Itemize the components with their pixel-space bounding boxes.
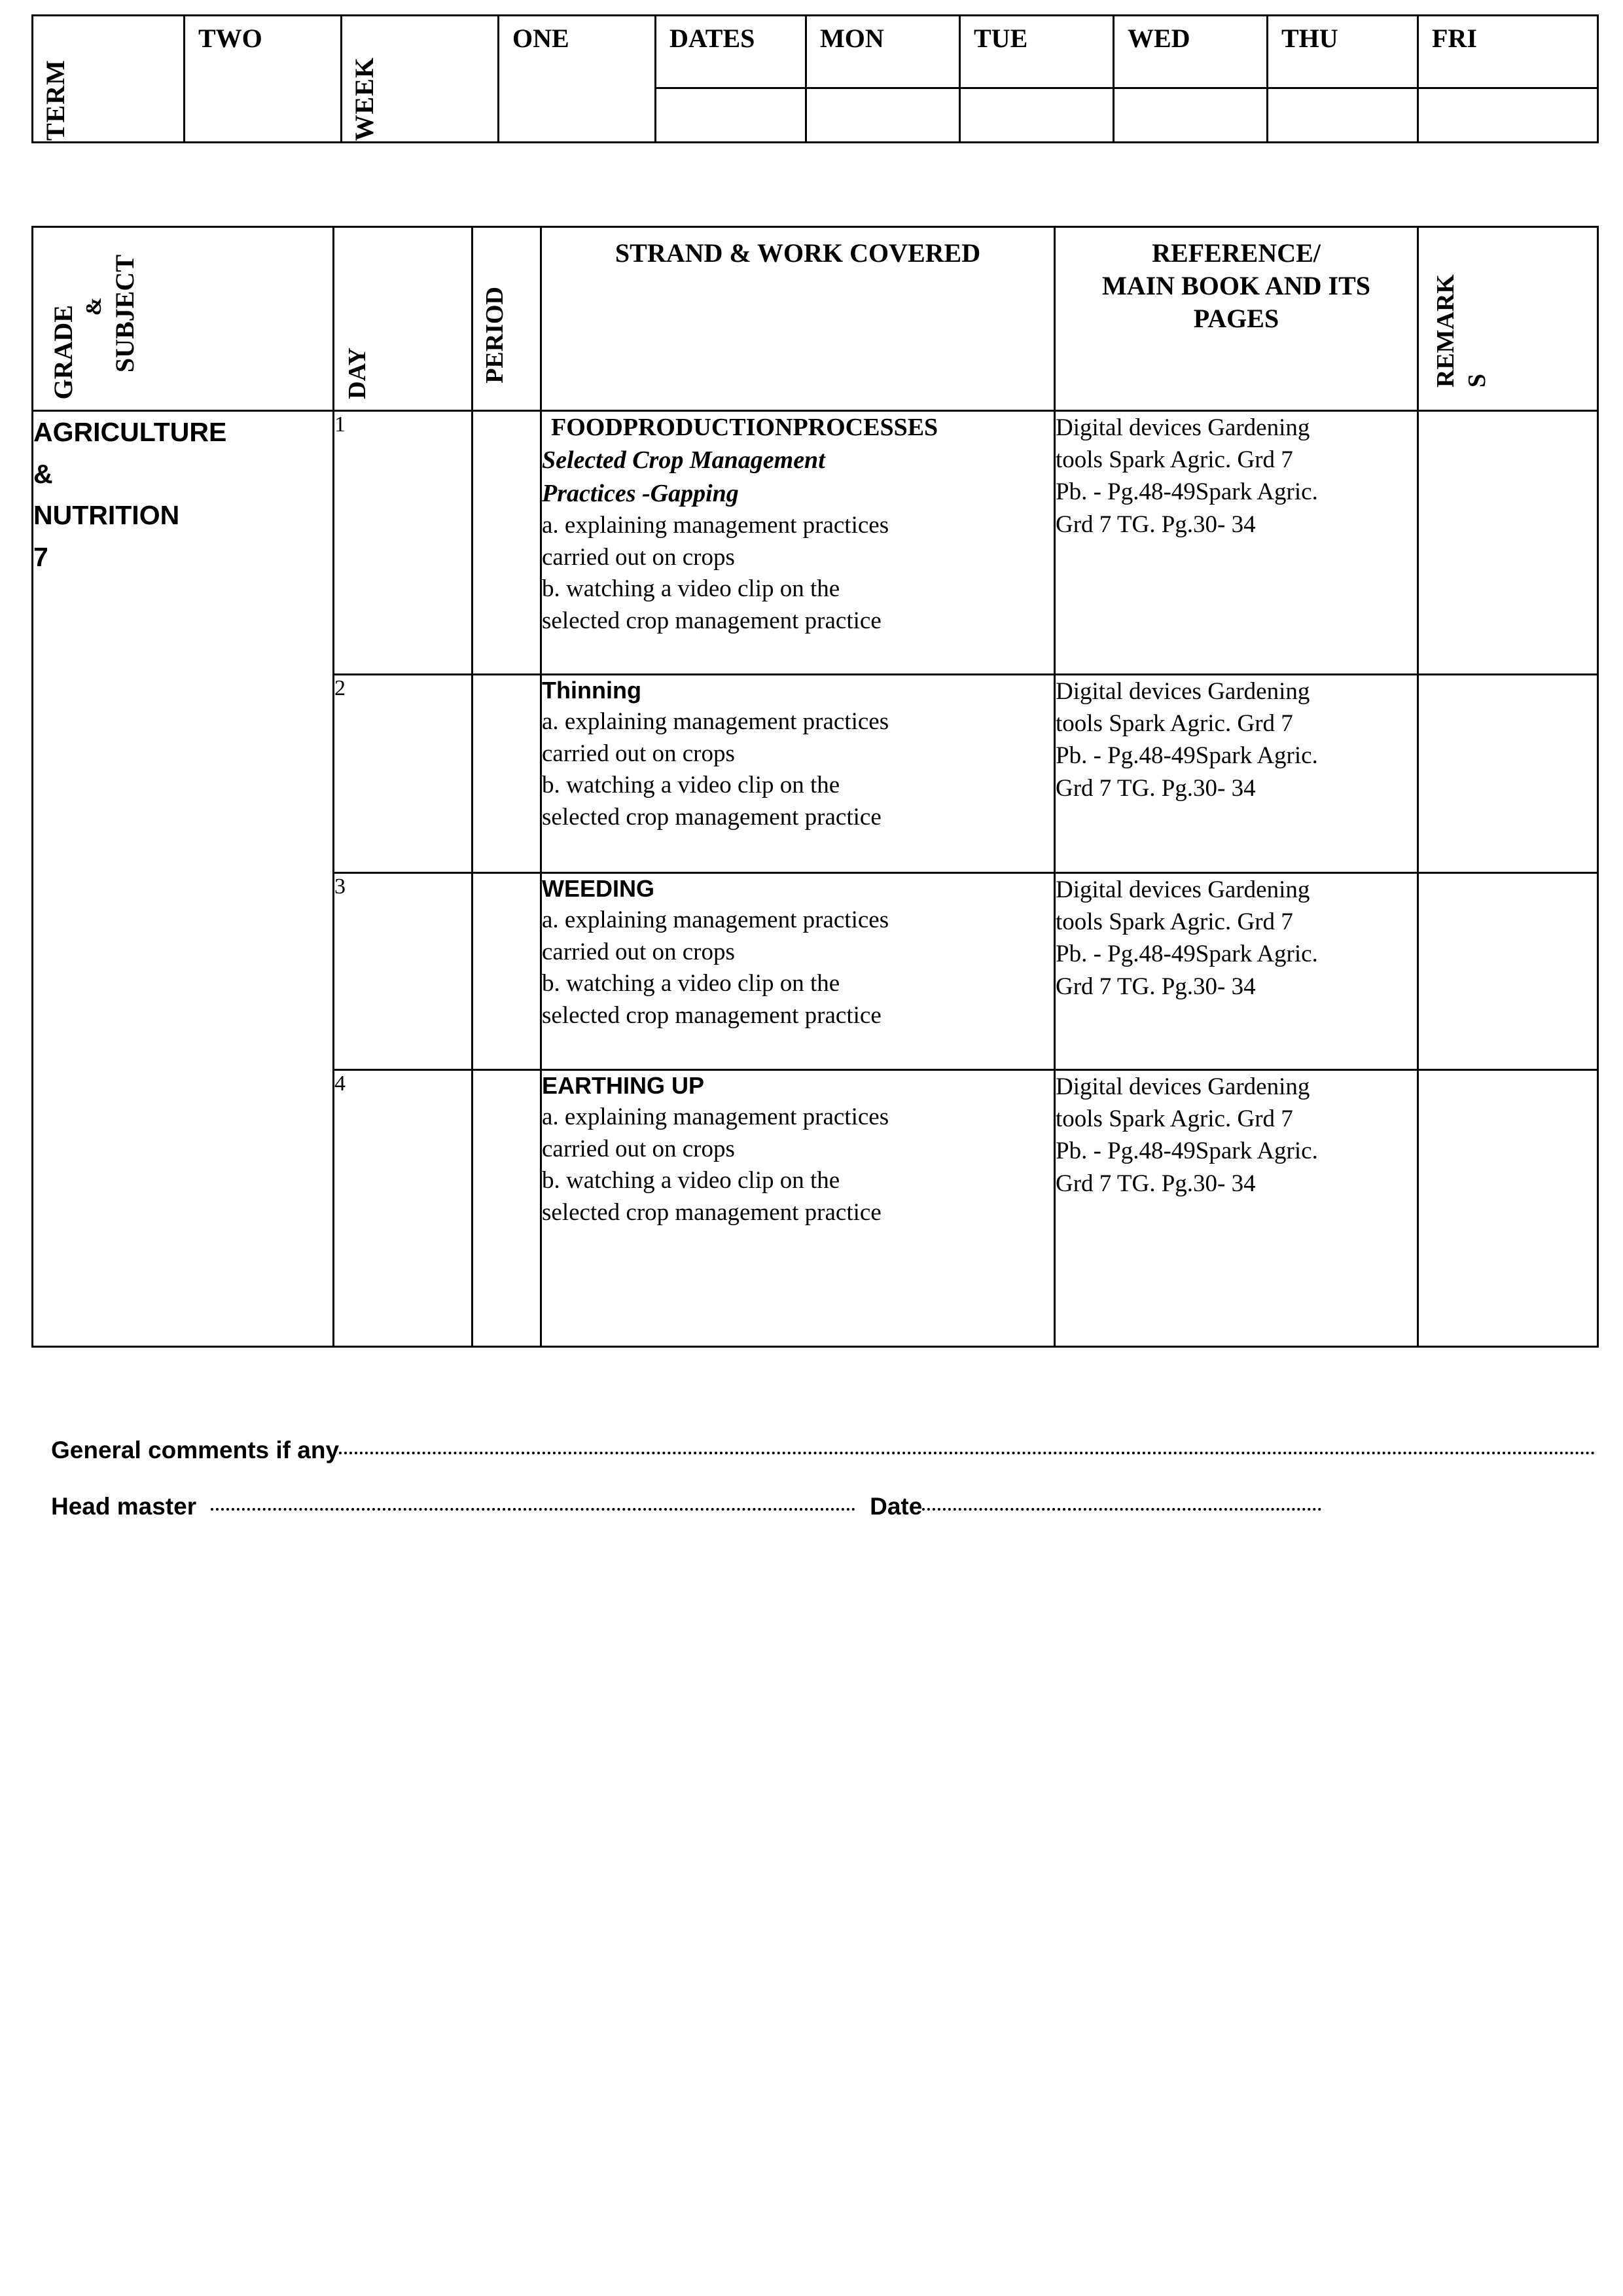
head-master-input[interactable] bbox=[211, 1507, 855, 1511]
week-value-cell[interactable] bbox=[499, 16, 656, 143]
reference-line: Grd 7 TG. Pg.30- 34 bbox=[1056, 973, 1256, 1000]
reference-line: Digital devices Gardening bbox=[1056, 678, 1310, 705]
col-header-day-label: DAY bbox=[344, 348, 371, 399]
day-label-tue bbox=[960, 16, 1114, 88]
strand-activity-line: carried out on crops bbox=[542, 938, 735, 965]
strand-heading: EARTHING UP bbox=[542, 1072, 705, 1099]
reference-line: tools Spark Agric. Grd 7 bbox=[1056, 446, 1293, 474]
col-header-period bbox=[473, 227, 541, 411]
remarks-cell[interactable] bbox=[1418, 675, 1598, 873]
strand-activity-line: a. explaining management practices bbox=[542, 708, 889, 735]
subject-line: AGRICULTURE bbox=[33, 417, 227, 447]
col-header-reference-line3: PAGES bbox=[1193, 304, 1279, 333]
strand-subheading-line2: Practices -Gapping bbox=[542, 479, 739, 507]
date-value-text bbox=[807, 89, 959, 97]
term-label: TERM bbox=[41, 60, 70, 141]
reference-line: Pb. - Pg.48-49Spark Agric. bbox=[1056, 742, 1318, 770]
day-label-text: WED bbox=[1128, 24, 1190, 53]
reference-cell[interactable] bbox=[1055, 411, 1418, 675]
head-master-row bbox=[51, 1493, 1563, 1520]
remarks-cell[interactable] bbox=[1418, 411, 1598, 675]
strand-activity-line: selected crop management practice bbox=[542, 607, 882, 635]
remarks-cell[interactable] bbox=[1418, 873, 1598, 1070]
date-label: Date bbox=[870, 1493, 923, 1520]
day-label-text: MON bbox=[820, 24, 884, 53]
day-label-wed bbox=[1114, 16, 1268, 88]
strand-activity-line: b. watching a video clip on the bbox=[542, 970, 840, 997]
strand-activity-line: selected crop management practice bbox=[542, 1002, 882, 1030]
day-cell[interactable] bbox=[334, 411, 473, 675]
strand-activity-line: b. watching a video clip on the bbox=[542, 1167, 840, 1194]
col-header-strand bbox=[541, 227, 1055, 411]
date-value-wed[interactable] bbox=[1114, 88, 1268, 143]
period-cell[interactable] bbox=[473, 873, 541, 1070]
col-header-day bbox=[334, 227, 473, 411]
week-label: WEEK bbox=[349, 56, 379, 141]
strand-activity-line: a. explaining management practices bbox=[542, 1103, 889, 1130]
strand-activity-line: carried out on crops bbox=[542, 740, 735, 767]
col-header-strand-label: STRAND & WORK COVERED bbox=[615, 238, 981, 268]
scheme-of-work-table bbox=[31, 226, 1599, 1348]
date-value-text bbox=[1268, 89, 1417, 97]
strand-heading: FOODPRODUCTIONPROCESSES bbox=[551, 414, 938, 441]
col-header-reference-line1: REFERENCE/ bbox=[1152, 238, 1321, 268]
date-value-tue[interactable] bbox=[960, 88, 1114, 143]
dates-label-cell bbox=[656, 16, 806, 88]
day-cell[interactable] bbox=[334, 873, 473, 1070]
col-header-grade-subject bbox=[33, 227, 334, 411]
strand-activity-line: a. explaining management practices bbox=[542, 511, 889, 539]
strand-activity-line: a. explaining management practices bbox=[542, 906, 889, 933]
col-header-reference bbox=[1055, 227, 1418, 411]
day-number: 1 bbox=[334, 412, 346, 437]
strand-activity-line: selected crop management practice bbox=[542, 804, 882, 831]
day-label-text: TUE bbox=[974, 24, 1028, 53]
date-value-fri[interactable] bbox=[1418, 88, 1598, 143]
day-label-mon bbox=[806, 16, 960, 88]
reference-cell[interactable] bbox=[1055, 873, 1418, 1070]
strand-activity-line: b. watching a video clip on the bbox=[542, 772, 840, 799]
date-input[interactable] bbox=[922, 1507, 1321, 1511]
day-number: 2 bbox=[334, 676, 346, 700]
day-label-text: FRI bbox=[1432, 24, 1477, 53]
term-value-cell[interactable] bbox=[185, 16, 342, 143]
period-cell[interactable] bbox=[473, 1070, 541, 1347]
term-value: TWO bbox=[198, 24, 262, 53]
subject-line: 7 bbox=[33, 541, 48, 572]
remarks-cell[interactable] bbox=[1418, 1070, 1598, 1347]
strand-activity-line: carried out on crops bbox=[542, 543, 735, 571]
week-label-cell bbox=[342, 16, 499, 143]
col-header-remarks bbox=[1418, 227, 1598, 411]
reference-line: Digital devices Gardening bbox=[1056, 1073, 1310, 1100]
strand-activity-line: b. watching a video clip on the bbox=[542, 575, 840, 603]
day-number: 3 bbox=[334, 874, 346, 899]
reference-cell[interactable] bbox=[1055, 675, 1418, 873]
day-label-text: THU bbox=[1281, 24, 1338, 53]
date-value-text bbox=[1419, 89, 1597, 97]
col-header-remarks-line2: S bbox=[1463, 373, 1491, 387]
strand-activity-line: selected crop management practice bbox=[542, 1199, 882, 1227]
col-header-ampersand: & bbox=[82, 296, 106, 316]
strand-cell[interactable] bbox=[541, 675, 1055, 873]
reference-line: tools Spark Agric. Grd 7 bbox=[1056, 908, 1293, 936]
head-master-label: Head master bbox=[51, 1493, 197, 1520]
strand-cell[interactable] bbox=[541, 873, 1055, 1070]
reference-line: Grd 7 TG. Pg.30- 34 bbox=[1056, 511, 1256, 538]
main-table-header-row bbox=[33, 227, 1598, 411]
general-comments-row bbox=[51, 1437, 1563, 1464]
period-cell[interactable] bbox=[473, 411, 541, 675]
grade-subject-cell[interactable] bbox=[33, 411, 334, 1347]
general-comments-label: General comments if any bbox=[51, 1437, 340, 1463]
dates-value bbox=[656, 89, 805, 97]
reference-line: Pb. - Pg.48-49Spark Agric. bbox=[1056, 941, 1318, 968]
table-row bbox=[33, 411, 1598, 675]
term-week-header-table bbox=[31, 14, 1599, 143]
strand-subheading-line1: Selected Crop Management bbox=[542, 446, 825, 475]
header-table-row-labels bbox=[33, 16, 1598, 88]
subject-line: NUTRITION bbox=[33, 500, 180, 531]
date-value-text bbox=[1115, 89, 1266, 97]
term-label-cell bbox=[33, 16, 185, 143]
day-number: 4 bbox=[334, 1071, 346, 1096]
reference-line: tools Spark Agric. Grd 7 bbox=[1056, 710, 1293, 738]
strand-heading: Thinning bbox=[542, 677, 641, 704]
strand-heading: WEEDING bbox=[542, 875, 655, 902]
reference-line: Pb. - Pg.48-49Spark Agric. bbox=[1056, 1138, 1318, 1165]
strand-cell[interactable] bbox=[541, 411, 1055, 675]
reference-line: Digital devices Gardening bbox=[1056, 876, 1310, 903]
dates-label: DATES bbox=[669, 24, 755, 53]
date-value-text bbox=[961, 89, 1113, 97]
day-label-fri bbox=[1418, 16, 1598, 88]
reference-line: Grd 7 TG. Pg.30- 34 bbox=[1056, 774, 1256, 802]
date-value-mon[interactable] bbox=[806, 88, 960, 143]
reference-line: tools Spark Agric. Grd 7 bbox=[1056, 1105, 1293, 1133]
footer-signoff bbox=[51, 1437, 1563, 1549]
col-header-reference-line2: MAIN BOOK AND ITS bbox=[1101, 271, 1371, 300]
day-cell[interactable] bbox=[334, 1070, 473, 1347]
reference-line: Grd 7 TG. Pg.30- 34 bbox=[1056, 1170, 1256, 1197]
day-cell[interactable] bbox=[334, 675, 473, 873]
reference-line: Pb. - Pg.48-49Spark Agric. bbox=[1056, 478, 1318, 506]
subject-line: & bbox=[33, 458, 53, 489]
day-label-thu bbox=[1268, 16, 1418, 88]
strand-activity-line: carried out on crops bbox=[542, 1135, 735, 1162]
general-comments-input[interactable] bbox=[339, 1451, 1596, 1454]
col-header-period-label: PERIOD bbox=[481, 287, 508, 384]
reference-line: Digital devices Gardening bbox=[1056, 414, 1310, 441]
dates-value-cell[interactable] bbox=[656, 88, 806, 143]
period-cell[interactable] bbox=[473, 675, 541, 873]
date-value-thu[interactable] bbox=[1268, 88, 1418, 143]
col-header-subject-label: SUBJECT bbox=[110, 254, 139, 373]
col-header-remarks-line1: REMARK bbox=[1432, 274, 1459, 387]
reference-cell[interactable] bbox=[1055, 1070, 1418, 1347]
col-header-grade-label: GRADE bbox=[48, 304, 78, 399]
week-value: ONE bbox=[512, 24, 569, 53]
strand-cell[interactable] bbox=[541, 1070, 1055, 1347]
